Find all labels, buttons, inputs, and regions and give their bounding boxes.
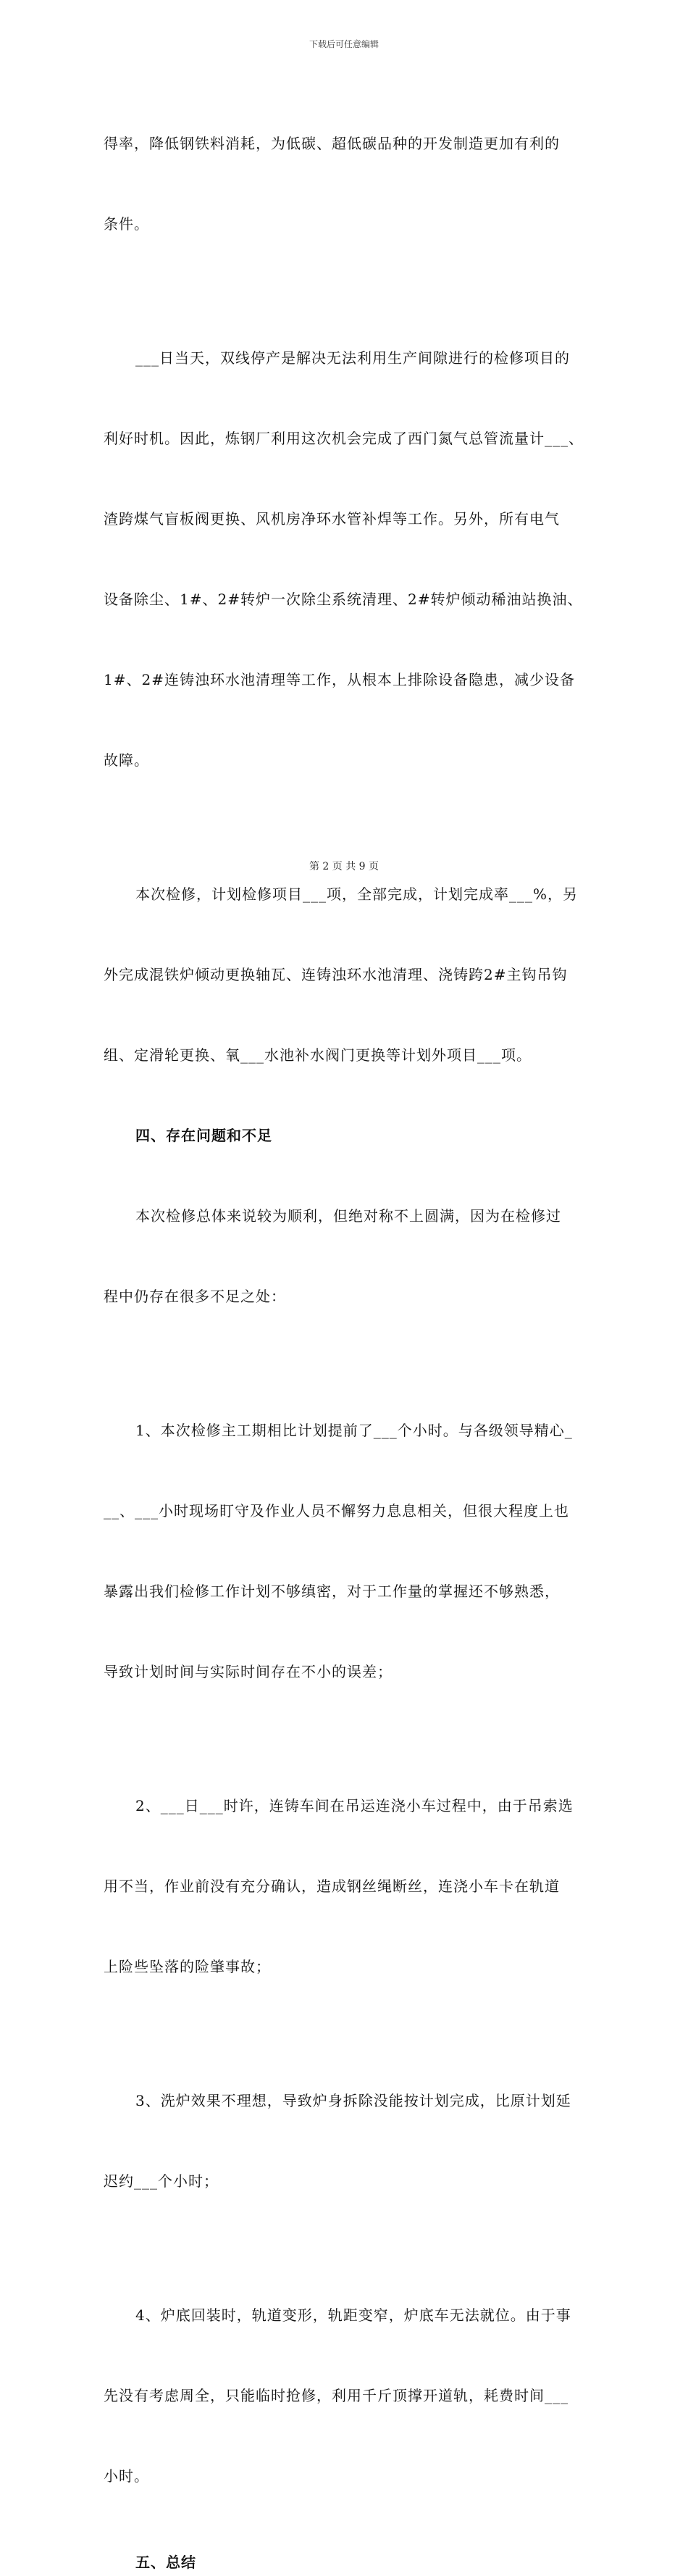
paragraph-2	[104, 291, 590, 828]
paragraph-line: 迟约___个小时；	[104, 2172, 219, 2190]
paragraph-1	[104, 77, 590, 291]
section4-intro	[104, 1149, 590, 1364]
paragraph-line: 得率，降低钢铁料消耗，为低碳、超低碳品种的开发制造更加有利的	[104, 135, 560, 152]
issue-item-3	[104, 2034, 590, 2248]
paragraph-line: 程中仍存在很多不足之处：	[104, 1288, 286, 1305]
paragraph-line: 1#、2#连铸浊环水池清理等工作，从根本上排除设备隐患，减少设备	[104, 671, 575, 688]
paragraph-line: 上险些坠落的险肇事故；	[104, 1958, 271, 1975]
paragraph-line: __、___小时现场盯守及作业人员不懈努力息息相关，但很大程度上也	[104, 1502, 569, 1520]
paragraph-line: 导致计划时间与实际时间存在不小的误差；	[104, 1663, 393, 1680]
section-heading-4: 四、存在问题和不足	[135, 1127, 272, 1144]
paragraph-line: 4、炉底回装时，轨道变形，轨距变窄，炉底车无法就位。由于事	[135, 2306, 571, 2324]
paragraph-line: 用不当，作业前没有充分确认，造成钢丝绳断丝，连浇小车卡在轨道	[104, 1877, 560, 1895]
paragraph-line: 渣跨煤气盲板阀更换、风机房净环水管补焊等工作。另外，所有电气	[104, 510, 560, 528]
paragraph-line: 外完成混铁炉倾动更换轴瓦、连铸浊环水池清理、浇铸跨2#主钩吊钩	[104, 966, 568, 983]
paragraph-line: 1、本次检修主工期相比计划提前了___个小时。与各级领导精心_	[135, 1422, 573, 1439]
issue-item-4	[104, 2248, 590, 2543]
paragraph-line: 条件。	[104, 215, 149, 233]
paragraph-line: 故障。	[104, 751, 149, 769]
page-footer: 第 2 页 共 9 页	[309, 861, 379, 872]
paragraph-line: 2、___日___时许，连铸车间在吊运连浇小车过程中，由于吊索选	[135, 1797, 574, 1814]
document-body	[104, 77, 590, 2576]
issue-item-2	[104, 1739, 590, 2034]
paragraph-line: 组、定滑轮更换、氧___水池补水阀门更换等计划外项目___项。	[104, 1046, 532, 1064]
paragraph-line: 小时。	[104, 2467, 149, 2485]
paragraph-line: 本次检修，计划检修项目___项，全部完成，计划完成率___%，另	[135, 885, 579, 903]
paragraph-line: 暴露出我们检修工作计划不够缜密，对于工作量的掌握还不够熟悉，	[104, 1583, 560, 1600]
header-note: 下载后可任意编辑	[309, 39, 379, 49]
paragraph-line: 设备除尘、1#、2#转炉一次除尘系统清理、2#转炉倾动稀油站换油、	[104, 591, 583, 608]
issue-item-1	[104, 1364, 590, 1739]
paragraph-line: 本次检修总体来说较为顺利，但绝对称不上圆满，因为在检修过	[135, 1207, 561, 1225]
section-heading-5: 五、总结	[135, 2554, 196, 2571]
paragraph-line: 利好时机。因此，炼钢厂利用这次机会完成了西门氮气总管流量计___、	[104, 430, 584, 447]
paragraph-line: 先没有考虑周全，只能临时抢修，利用千斤顶撑开道轨，耗费时间___	[104, 2387, 569, 2404]
paragraph-line: 3、洗炉效果不理想，导致炉身拆除没能按计划完成，比原计划延	[135, 2092, 571, 2109]
paragraph-line: ___日当天，双线停产是解决无法利用生产间隙进行的检修项目的	[135, 349, 570, 367]
